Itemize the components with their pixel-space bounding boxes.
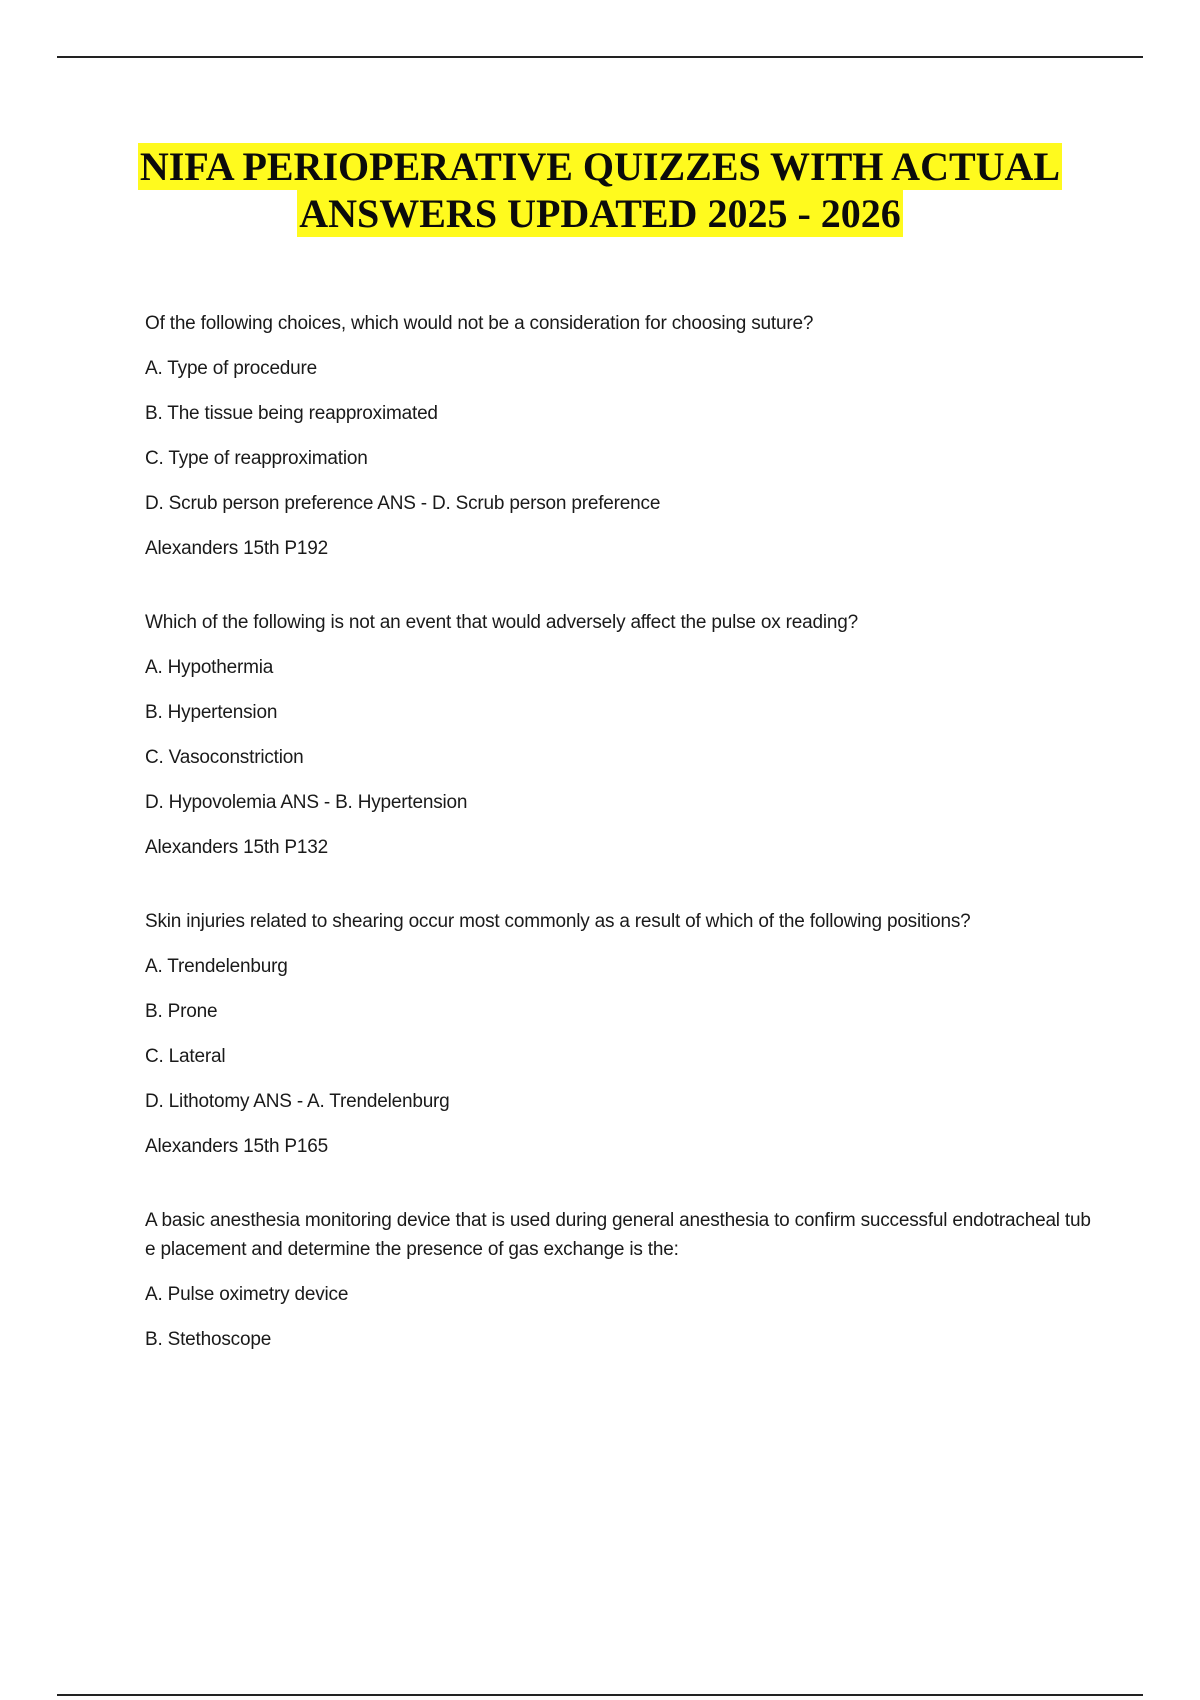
option-a: A. Pulse oximetry device [145,1284,349,1305]
option-c: C. Type of reapproximation [145,448,368,469]
option-a: A. Hypothermia [145,657,274,678]
reference: Alexanders 15th P165 [145,1136,328,1157]
option-b: B. Prone [145,1001,218,1022]
question-block-2 [145,608,1095,862]
option-a: A. Type of procedure [145,358,318,379]
document-title [0,143,1200,237]
question-text: Which of the following is not an event that would adversely affect the pulse ox reading? [145,612,858,633]
question-text: A basic anesthesia monitoring device that is used during general anesthesia to confirm successful endotracheal tube placement and determine the presence of gas exchange is the: [145,1210,1091,1260]
option-a: A. Trendelenburg [145,956,288,977]
option-b: B. Stethoscope [145,1329,272,1350]
question-text: Skin injuries related to shearing occur most commonly as a result of which of the following positions? [145,911,971,932]
bottom-rule [57,1694,1143,1696]
reference: Alexanders 15th P192 [145,538,328,559]
option-d-with-answer: D. Lithotomy ANS - A. Trendelenburg [145,1091,450,1112]
option-c: C. Lateral [145,1046,226,1067]
question-block-4 [145,1206,1095,1354]
option-c: C. Vasoconstriction [145,747,304,768]
option-b: B. The tissue being reapproximated [145,403,438,424]
option-b: B. Hypertension [145,702,278,723]
question-text: Of the following choices, which would not be a consideration for choosing suture? [145,313,814,334]
quiz-content [145,309,1095,1399]
top-rule [57,56,1143,58]
title-line-2: ANSWERS UPDATED 2025 - 2026 [299,191,901,236]
option-d-with-answer: D. Hypovolemia ANS - B. Hypertension [145,792,468,813]
title-line-1: NIFA PERIOPERATIVE QUIZZES WITH ACTUAL [139,144,1061,189]
reference: Alexanders 15th P132 [145,837,328,858]
option-d-with-answer: D. Scrub person preference ANS - D. Scrub person preference [145,493,661,514]
question-block-3 [145,907,1095,1161]
question-block-1 [145,309,1095,563]
